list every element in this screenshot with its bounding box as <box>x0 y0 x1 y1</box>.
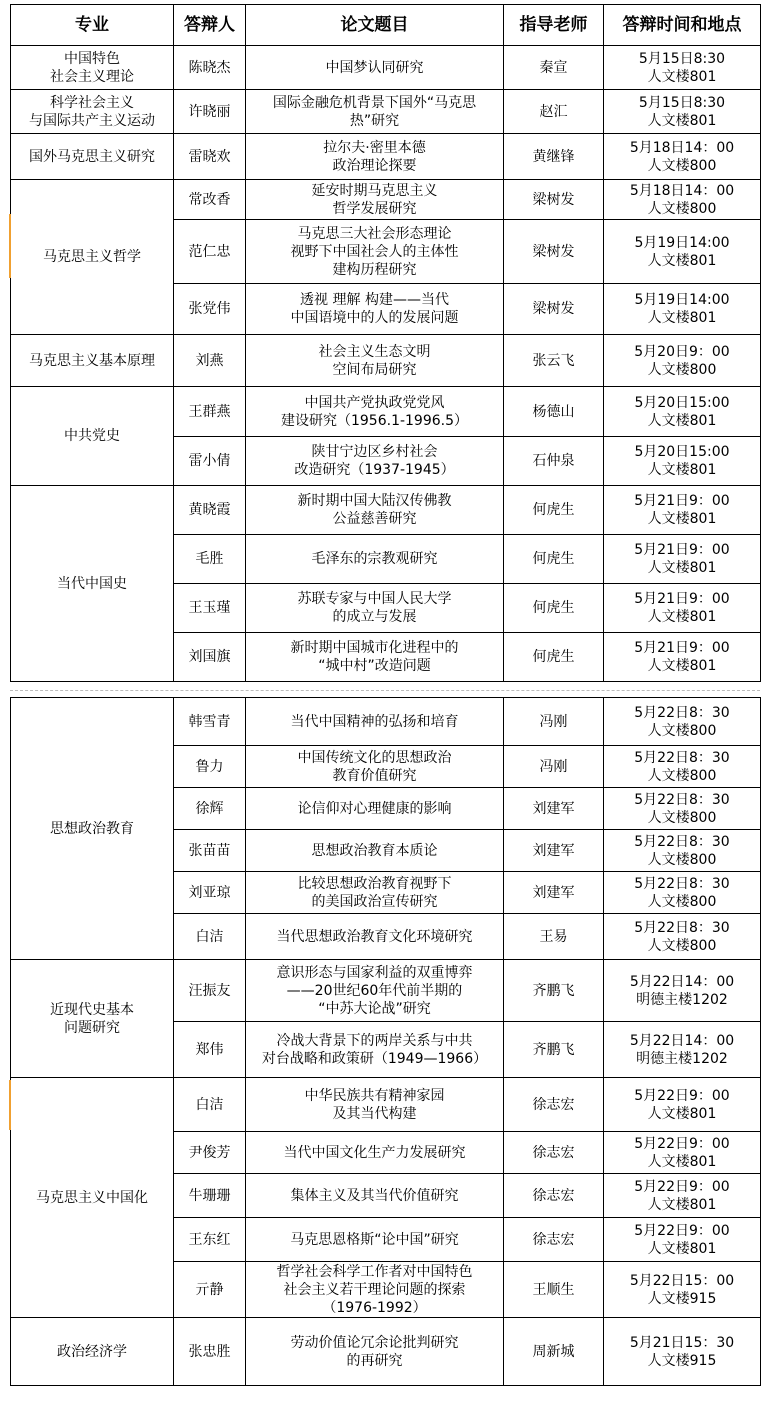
major-cell: 当代中国史 <box>11 486 174 682</box>
advisor-cell: 杨德山 <box>504 387 604 437</box>
advisor-cell: 梁树发 <box>504 220 604 284</box>
respondent-cell: 陈晓杰 <box>174 46 246 90</box>
time-cell: 5月22日8：30 人文楼800 <box>604 872 761 914</box>
table-row <box>11 486 761 535</box>
defense-schedule-table-part2 <box>10 697 761 1386</box>
advisor-cell: 徐志宏 <box>504 1132 604 1174</box>
table-row <box>11 46 761 90</box>
title-cell: 中华民族共有精神家园 及其当代构建 <box>246 1078 504 1132</box>
time-cell: 5月19日14:00 人文楼801 <box>604 220 761 284</box>
title-cell: 当代思想政治教育文化环境研究 <box>246 914 504 960</box>
respondent-cell: 韩雪青 <box>174 698 246 746</box>
time-cell: 5月19日14:00 人文楼801 <box>604 284 761 335</box>
defense-schedule-table-part1 <box>10 4 761 682</box>
time-cell: 5月18日14：00 人文楼800 <box>604 180 761 220</box>
title-cell: 劳动价值论冗余论批判研究 的再研究 <box>246 1318 504 1386</box>
time-cell: 5月22日8：30 人文楼800 <box>604 788 761 830</box>
table-row <box>11 698 761 746</box>
title-cell: 比较思想政治教育视野下 的美国政治宣传研究 <box>246 872 504 914</box>
title-cell: 马克思三大社会形态理论 视野下中国社会人的主体性 建构历程研究 <box>246 220 504 284</box>
respondent-cell: 牛珊珊 <box>174 1174 246 1218</box>
major-cell: 中国特色 社会主义理论 <box>11 46 174 90</box>
title-cell: 集体主义及其当代价值研究 <box>246 1174 504 1218</box>
title-cell: 冷战大背景下的两岸关系与中共 对台战略和政策研（1949—1966） <box>246 1022 504 1078</box>
time-cell: 5月20日9：00 人文楼800 <box>604 335 761 387</box>
respondent-cell: 雷小倩 <box>174 437 246 486</box>
respondent-cell: 亓静 <box>174 1262 246 1318</box>
advisor-cell: 秦宣 <box>504 46 604 90</box>
time-cell: 5月21日15：30 人文楼915 <box>604 1318 761 1386</box>
advisor-cell: 冯刚 <box>504 746 604 788</box>
title-cell: 中国梦认同研究 <box>246 46 504 90</box>
time-cell: 5月22日14：00 明德主楼1202 <box>604 1022 761 1078</box>
major-cell: 科学社会主义 与国际共产主义运动 <box>11 90 174 134</box>
page-break-divider <box>10 690 760 691</box>
respondent-cell: 张苗苗 <box>174 830 246 872</box>
time-cell: 5月22日9：00 人文楼801 <box>604 1132 761 1174</box>
advisor-cell: 徐志宏 <box>504 1218 604 1262</box>
time-cell: 5月22日15：00 人文楼915 <box>604 1262 761 1318</box>
title-cell: 社会主义生态文明 空间布局研究 <box>246 335 504 387</box>
advisor-cell: 赵汇 <box>504 90 604 134</box>
table-row <box>11 387 761 437</box>
major-cell: 近现代史基本 问题研究 <box>11 960 174 1078</box>
time-cell: 5月22日14：00 明德主楼1202 <box>604 960 761 1022</box>
title-cell: 思想政治教育本质论 <box>246 830 504 872</box>
time-cell: 5月22日8：30 人文楼800 <box>604 830 761 872</box>
respondent-cell: 张党伟 <box>174 284 246 335</box>
title-cell: 毛泽东的宗教观研究 <box>246 535 504 584</box>
advisor-cell: 石仲泉 <box>504 437 604 486</box>
time-cell: 5月21日9：00 人文楼801 <box>604 486 761 535</box>
title-cell: 意识形态与国家利益的双重博弈 ——20世纪60年代前半期的 “中苏大论战”研究 <box>246 960 504 1022</box>
title-cell: 马克思恩格斯“论中国”研究 <box>246 1218 504 1262</box>
respondent-cell: 雷晓欢 <box>174 134 246 180</box>
advisor-cell: 刘建军 <box>504 872 604 914</box>
title-cell: 哲学社会科学工作者对中国特色 社会主义若干理论问题的探索 （1976-1992） <box>246 1262 504 1318</box>
major-cell: 马克思主义基本原理 <box>11 335 174 387</box>
time-cell: 5月21日9：00 人文楼801 <box>604 633 761 682</box>
table-row <box>11 90 761 134</box>
title-cell: 陕甘宁边区乡村社会 改造研究（1937-1945） <box>246 437 504 486</box>
respondent-cell: 王玉瑾 <box>174 584 246 633</box>
advisor-cell: 冯刚 <box>504 698 604 746</box>
respondent-cell: 常改香 <box>174 180 246 220</box>
time-cell: 5月20日15:00 人文楼801 <box>604 437 761 486</box>
respondent-cell: 徐辉 <box>174 788 246 830</box>
respondent-cell: 王群燕 <box>174 387 246 437</box>
advisor-cell: 徐志宏 <box>504 1078 604 1132</box>
time-cell: 5月22日8：30 人文楼800 <box>604 914 761 960</box>
title-cell: 当代中国文化生产力发展研究 <box>246 1132 504 1174</box>
header-time: 答辩时间和地点 <box>604 5 761 46</box>
advisor-cell: 黄继锋 <box>504 134 604 180</box>
title-cell: 延安时期马克思主义 哲学发展研究 <box>246 180 504 220</box>
major-cell: 马克思主义中国化 <box>11 1078 174 1318</box>
title-cell: 苏联专家与中国人民大学 的成立与发展 <box>246 584 504 633</box>
major-cell: 思想政治教育 <box>11 698 174 960</box>
advisor-cell: 何虎生 <box>504 486 604 535</box>
table-row <box>11 134 761 180</box>
header-major: 专业 <box>11 5 174 46</box>
time-cell: 5月21日9：00 人文楼801 <box>604 535 761 584</box>
time-cell: 5月22日9：00 人文楼801 <box>604 1218 761 1262</box>
advisor-cell: 刘建军 <box>504 788 604 830</box>
respondent-cell: 毛胜 <box>174 535 246 584</box>
respondent-cell: 刘燕 <box>174 335 246 387</box>
advisor-cell: 梁树发 <box>504 180 604 220</box>
respondent-cell: 刘亚琼 <box>174 872 246 914</box>
header-advisor: 指导老师 <box>504 5 604 46</box>
time-cell: 5月22日8：30 人文楼800 <box>604 698 761 746</box>
time-cell: 5月15日8:30 人文楼801 <box>604 46 761 90</box>
time-cell: 5月22日9：00 人文楼801 <box>604 1174 761 1218</box>
advisor-cell: 何虎生 <box>504 584 604 633</box>
time-cell: 5月15日8:30 人文楼801 <box>604 90 761 134</box>
title-cell: 论信仰对心理健康的影响 <box>246 788 504 830</box>
major-cell: 马克思主义哲学 <box>11 180 174 335</box>
table-row <box>11 1318 761 1386</box>
advisor-cell: 王顺生 <box>504 1262 604 1318</box>
title-cell: 透视 理解 构建——当代 中国语境中的人的发展问题 <box>246 284 504 335</box>
respondent-cell: 王东红 <box>174 1218 246 1262</box>
respondent-cell: 许晓丽 <box>174 90 246 134</box>
respondent-cell: 张忠胜 <box>174 1318 246 1386</box>
advisor-cell: 周新城 <box>504 1318 604 1386</box>
title-cell: 拉尔夫·密里本德 政治理论探要 <box>246 134 504 180</box>
table-row <box>11 180 761 220</box>
advisor-cell: 何虎生 <box>504 633 604 682</box>
title-cell: 中国共产党执政党党风 建设研究（1956.1-1996.5） <box>246 387 504 437</box>
respondent-cell: 汪振友 <box>174 960 246 1022</box>
title-cell: 中国传统文化的思想政治 教育价值研究 <box>246 746 504 788</box>
table-row <box>11 960 761 1022</box>
title-cell: 新时期中国城市化进程中的 “城中村”改造问题 <box>246 633 504 682</box>
header-title: 论文题目 <box>246 5 504 46</box>
time-cell: 5月21日9：00 人文楼801 <box>604 584 761 633</box>
title-cell: 国际金融危机背景下国外“马克思 热”研究 <box>246 90 504 134</box>
title-cell: 新时期中国大陆汉传佛教 公益慈善研究 <box>246 486 504 535</box>
advisor-cell: 王易 <box>504 914 604 960</box>
respondent-cell: 范仁忠 <box>174 220 246 284</box>
time-cell: 5月22日9：00 人文楼801 <box>604 1078 761 1132</box>
time-cell: 5月22日8：30 人文楼800 <box>604 746 761 788</box>
advisor-cell: 齐鹏飞 <box>504 1022 604 1078</box>
respondent-cell: 鲁力 <box>174 746 246 788</box>
row-marker-accent <box>9 1080 11 1130</box>
header-row <box>11 5 761 46</box>
major-cell: 中共党史 <box>11 387 174 486</box>
time-cell: 5月18日14：00 人文楼800 <box>604 134 761 180</box>
table-row <box>11 335 761 387</box>
table-row <box>11 1078 761 1132</box>
header-respondent: 答辩人 <box>174 5 246 46</box>
respondent-cell: 白洁 <box>174 1078 246 1132</box>
title-cell: 当代中国精神的弘扬和培育 <box>246 698 504 746</box>
advisor-cell: 徐志宏 <box>504 1174 604 1218</box>
respondent-cell: 刘国旗 <box>174 633 246 682</box>
respondent-cell: 黄晓霞 <box>174 486 246 535</box>
advisor-cell: 张云飞 <box>504 335 604 387</box>
row-marker-accent <box>9 214 11 278</box>
major-cell: 国外马克思主义研究 <box>11 134 174 180</box>
advisor-cell: 何虎生 <box>504 535 604 584</box>
respondent-cell: 白洁 <box>174 914 246 960</box>
advisor-cell: 刘建军 <box>504 830 604 872</box>
time-cell: 5月20日15:00 人文楼801 <box>604 387 761 437</box>
respondent-cell: 尹俊芳 <box>174 1132 246 1174</box>
advisor-cell: 齐鹏飞 <box>504 960 604 1022</box>
advisor-cell: 梁树发 <box>504 284 604 335</box>
major-cell: 政治经济学 <box>11 1318 174 1386</box>
respondent-cell: 郑伟 <box>174 1022 246 1078</box>
